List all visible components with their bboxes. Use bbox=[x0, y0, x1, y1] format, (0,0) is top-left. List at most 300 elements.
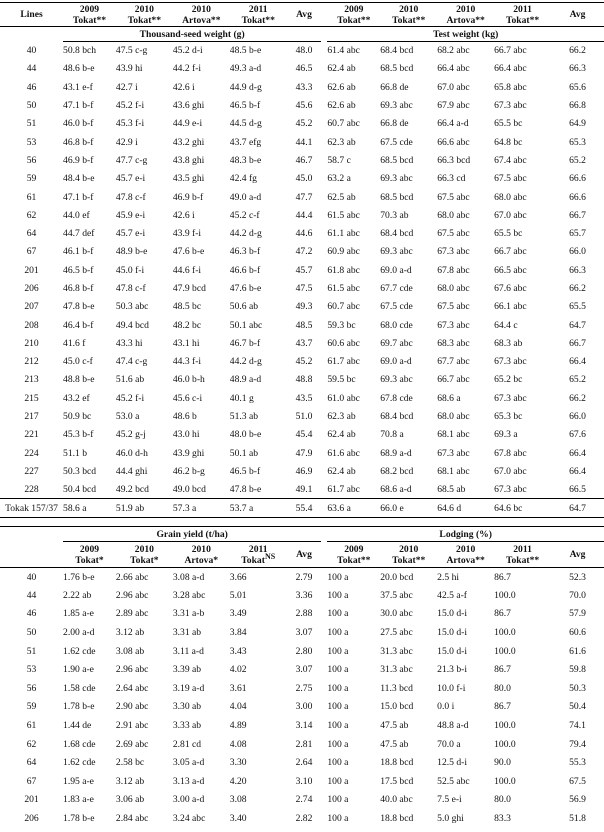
avg-cell: 3.36 bbox=[295, 589, 313, 601]
value-cell: 48.3 b-e bbox=[229, 154, 262, 166]
value-cell: 58.7 c bbox=[327, 154, 351, 166]
table-row bbox=[0, 735, 604, 754]
avg-cell: 64.9 bbox=[569, 118, 586, 130]
value-cell: 100.0 bbox=[494, 775, 516, 787]
thousand-seed-and-test-weight-table bbox=[0, 2, 604, 518]
avg-cell: 65.3 bbox=[569, 136, 586, 148]
table-row bbox=[0, 371, 604, 389]
value-cell: 100 a bbox=[327, 775, 349, 787]
value-cell: 1.44 de bbox=[63, 720, 92, 732]
value-cell: 45.2 c-f bbox=[229, 209, 260, 221]
avg-cell: 3.07 bbox=[295, 627, 313, 639]
table1-header-row bbox=[0, 3, 604, 27]
value-cell: 53.7 a bbox=[229, 502, 254, 514]
value-cell: 62.4 ab bbox=[327, 63, 356, 75]
avg-header: Avg bbox=[296, 9, 312, 20]
avg-cell: 50.4 bbox=[569, 701, 586, 713]
value-cell: 60.7 abc bbox=[327, 118, 360, 130]
value-cell: 42.9 i bbox=[115, 136, 138, 148]
value-cell: 4.08 bbox=[229, 738, 247, 750]
value-cell: 31.3 abc bbox=[380, 645, 413, 657]
avg-cell: 66.4 bbox=[569, 447, 586, 459]
section-title-thousand-seed: Thousand-seed weight (g) bbox=[63, 27, 321, 42]
value-cell: 61.7 abc bbox=[327, 356, 360, 368]
value-cell: 67.7 cde bbox=[380, 283, 413, 294]
line-cell: 62 bbox=[26, 209, 37, 221]
line-cell: 62 bbox=[26, 738, 37, 750]
line-cell: 50 bbox=[26, 627, 37, 639]
value-cell: 48.8 a-d bbox=[437, 720, 469, 732]
avg-cell: 48.0 bbox=[295, 45, 313, 57]
col-header: 2010 Tokat** bbox=[392, 3, 426, 26]
value-cell: 65.3 bc bbox=[494, 411, 523, 423]
table-row bbox=[0, 753, 604, 772]
value-cell: 45.2 f-i bbox=[115, 100, 145, 112]
value-cell: 37.5 abc bbox=[380, 589, 413, 601]
value-cell: 49.3 a-d bbox=[229, 63, 262, 75]
table-row bbox=[0, 316, 604, 334]
value-cell: 44.0 ef bbox=[63, 209, 90, 221]
section-title-test-weight: Test weight (kg) bbox=[327, 27, 604, 42]
value-cell: 48.6 b bbox=[172, 411, 197, 423]
table-row bbox=[0, 605, 604, 624]
line-cell: 210 bbox=[24, 337, 39, 349]
value-cell: 49.0 bcd bbox=[172, 484, 206, 496]
value-cell: 51.9 ab bbox=[115, 502, 145, 514]
value-cell: 43.2 ghi bbox=[172, 136, 205, 148]
value-cell: 68.0 abc bbox=[437, 209, 470, 221]
line-cell: 61 bbox=[26, 720, 37, 732]
value-cell: 1.62 cde bbox=[63, 645, 96, 657]
value-cell: 3.39 ab bbox=[172, 664, 202, 676]
value-cell: 62.3 ab bbox=[327, 136, 356, 148]
value-cell: 100 a bbox=[327, 682, 349, 694]
value-cell: 2.96 abc bbox=[115, 589, 149, 601]
col-header: 2010 Tokat** bbox=[127, 3, 161, 26]
value-cell: 67.5 abc bbox=[437, 191, 470, 203]
value-cell: 47.8 b-e bbox=[229, 484, 262, 496]
value-cell: 100 a bbox=[327, 571, 349, 583]
value-cell: 7.5 e-i bbox=[437, 794, 462, 806]
line-cell: Tokak 157/37 bbox=[5, 502, 58, 514]
table-row bbox=[0, 586, 604, 605]
value-cell: 3.19 a-d bbox=[172, 682, 205, 694]
value-cell: 1.76 b-e bbox=[63, 571, 95, 583]
value-cell: 70.8 a bbox=[380, 429, 404, 441]
avg-cell: 50.3 bbox=[569, 682, 586, 694]
section-row bbox=[0, 527, 604, 542]
value-cell: 46.8 b-f bbox=[63, 136, 94, 148]
avg-cell: 47.9 bbox=[295, 447, 313, 459]
value-cell: 44.2 f-i bbox=[172, 63, 202, 75]
value-cell: 67.6 abc bbox=[494, 283, 527, 294]
value-cell: 64.8 bc bbox=[494, 136, 523, 148]
value-cell: 67.3 abc bbox=[494, 392, 527, 404]
value-cell: 42.5 a-f bbox=[437, 589, 468, 601]
value-cell: 3.11 a-d bbox=[172, 645, 204, 657]
line-cell: 228 bbox=[24, 484, 39, 496]
avg-cell: 67.6 bbox=[569, 429, 586, 441]
value-cell: 66.3 bcd bbox=[437, 154, 471, 166]
value-cell: 31.3 abc bbox=[380, 664, 413, 676]
value-cell: 27.5 abc bbox=[380, 627, 413, 639]
value-cell: 63.6 a bbox=[327, 502, 351, 514]
section-title-lodging: Lodging (%) bbox=[327, 527, 604, 542]
table-row bbox=[0, 298, 604, 316]
value-cell: 2.81 cd bbox=[172, 738, 202, 750]
value-cell: 68.4 bcd bbox=[380, 45, 414, 57]
value-cell: 30.0 abc bbox=[380, 608, 413, 620]
value-cell: 47.7 c-g bbox=[115, 154, 148, 166]
value-cell: 3.31 a-b bbox=[172, 608, 205, 620]
value-cell: 83.3 bbox=[494, 813, 511, 825]
value-cell: 100 a bbox=[327, 720, 349, 732]
value-cell: 44.4 ghi bbox=[115, 465, 148, 477]
col-header: 2011 Tokat** bbox=[505, 3, 540, 26]
value-cell: 3.12 ab bbox=[115, 775, 145, 787]
avg-cell: 66.2 bbox=[569, 392, 586, 404]
line-cell: 46 bbox=[26, 608, 37, 620]
value-cell: 68.9 a-d bbox=[380, 447, 412, 459]
avg-cell: 2.88 bbox=[295, 608, 313, 620]
value-cell: 68.5 bcd bbox=[380, 63, 414, 75]
value-cell: 80.0 bbox=[494, 794, 511, 806]
value-cell: 67.8 abc bbox=[437, 264, 470, 276]
avg-cell: 65.2 bbox=[569, 374, 586, 386]
value-cell: 45.2 g-j bbox=[115, 429, 146, 441]
value-cell: 43.0 hi bbox=[172, 429, 200, 441]
value-cell: 1.83 a-e bbox=[63, 794, 94, 806]
table-row bbox=[0, 481, 604, 499]
avg-cell: 64.7 bbox=[569, 502, 586, 514]
table-row bbox=[0, 206, 604, 224]
line-cell: 64 bbox=[26, 757, 37, 769]
value-cell: 67.0 abc bbox=[494, 209, 527, 221]
value-cell: 5.01 bbox=[229, 589, 247, 601]
value-cell: 68.1 abc bbox=[437, 465, 470, 477]
avg-cell: 66.3 bbox=[569, 264, 586, 276]
value-cell: 46.7 b-f bbox=[229, 337, 261, 349]
value-cell: 40.1 g bbox=[229, 392, 254, 404]
line-cell: 59 bbox=[26, 701, 37, 713]
value-cell: 100 a bbox=[327, 608, 349, 620]
avg-cell: 2.75 bbox=[295, 682, 313, 694]
avg-cell: 43.3 bbox=[295, 81, 313, 93]
value-cell: 68.5 bcd bbox=[380, 154, 414, 166]
value-cell: 3.05 a-d bbox=[172, 757, 205, 769]
value-cell: 45.7 e-i bbox=[115, 228, 146, 240]
value-cell: 46.1 b-f bbox=[63, 246, 94, 258]
value-cell: 67.8 abc bbox=[494, 447, 527, 459]
value-cell: 44.2 d-g bbox=[229, 228, 262, 240]
value-cell: 45.2 d-i bbox=[172, 45, 203, 57]
value-cell: 49.4 bcd bbox=[115, 319, 149, 331]
line-cell: 51 bbox=[26, 118, 37, 130]
value-cell: 61.8 abc bbox=[327, 264, 360, 276]
value-cell: 41.6 f bbox=[63, 337, 86, 349]
grain-yield-and-lodging-table bbox=[0, 526, 604, 828]
line-cell: 40 bbox=[26, 45, 37, 57]
line-cell: 51 bbox=[26, 645, 37, 657]
line-cell: 53 bbox=[26, 664, 37, 676]
avg-cell: 3.07 bbox=[295, 664, 313, 676]
value-cell: 100 a bbox=[327, 757, 349, 769]
avg-cell: 66.5 bbox=[569, 484, 586, 496]
avg-cell: 46.9 bbox=[295, 465, 313, 477]
line-cell: 50 bbox=[26, 100, 37, 112]
value-cell: 67.3 abc bbox=[494, 100, 527, 112]
value-cell: 68.0 abc bbox=[494, 191, 527, 203]
col-header: 2009 Tokat** bbox=[337, 3, 371, 26]
line-cell: 227 bbox=[24, 465, 39, 477]
table-row bbox=[0, 115, 604, 133]
table-row bbox=[0, 499, 604, 517]
value-cell: 45.3 b-f bbox=[63, 429, 94, 441]
avg-cell: 66.6 bbox=[569, 173, 586, 185]
value-cell: 68.6 a-d bbox=[380, 484, 412, 496]
avg-cell: 2.64 bbox=[295, 757, 313, 769]
value-cell: 68.2 abc bbox=[437, 45, 470, 57]
line-cell: 201 bbox=[24, 794, 39, 806]
value-cell: 3.00 a-d bbox=[172, 794, 205, 806]
value-cell: 70.3 ab bbox=[380, 209, 409, 221]
value-cell: 3.08 bbox=[229, 794, 247, 806]
avg-cell: 51.8 bbox=[569, 813, 586, 825]
avg-cell: 66.4 bbox=[569, 465, 586, 477]
line-cell: 46 bbox=[26, 81, 37, 93]
value-cell: 68.5 ab bbox=[437, 484, 466, 496]
value-cell: 46.5 b-f bbox=[229, 465, 261, 477]
value-cell: 69.3 abc bbox=[380, 374, 413, 386]
value-cell: 62.6 ab bbox=[327, 81, 356, 93]
value-cell: 44.7 def bbox=[63, 228, 95, 240]
value-cell: 67.5 abc bbox=[437, 301, 470, 313]
value-cell: 45.2 f-i bbox=[115, 392, 145, 404]
avg-cell: 2.80 bbox=[295, 645, 313, 657]
value-cell: 45.3 f-i bbox=[115, 118, 145, 130]
value-cell: 100 a bbox=[327, 738, 349, 750]
value-cell: 2.58 bc bbox=[115, 757, 145, 769]
line-cell: 67 bbox=[26, 246, 37, 258]
value-cell: 2.00 a-d bbox=[63, 627, 95, 639]
table2-header-row bbox=[0, 542, 604, 568]
value-cell: 12.5 d-i bbox=[437, 757, 468, 769]
value-cell: 100 a bbox=[327, 664, 349, 676]
value-cell: 62.3 ab bbox=[327, 411, 356, 423]
value-cell: 43.1 hi bbox=[172, 337, 200, 349]
value-cell: 48.4 b-e bbox=[63, 173, 95, 185]
col-header: 2010 Tokat** bbox=[392, 543, 426, 566]
value-cell: 100 a bbox=[327, 794, 349, 806]
value-cell: 48.6 b-e bbox=[63, 63, 95, 75]
value-cell: 1.62 cde bbox=[63, 757, 96, 769]
value-cell: 57.3 a bbox=[172, 502, 197, 514]
avg-cell: 43.7 bbox=[295, 337, 313, 349]
value-cell: 67.5 abc bbox=[437, 228, 470, 240]
value-cell: 47.8 c-f bbox=[115, 191, 146, 203]
value-cell: 50.8 bch bbox=[63, 45, 97, 57]
avg-cell: 48.8 bbox=[295, 374, 313, 386]
avg-cell: 46.5 bbox=[295, 63, 313, 75]
table2-body bbox=[0, 568, 604, 828]
value-cell: 46.4 b-f bbox=[63, 319, 94, 331]
value-cell: 60.9 abc bbox=[327, 246, 360, 258]
value-cell: 3.13 a-d bbox=[172, 775, 205, 787]
avg-cell: 66.7 bbox=[569, 209, 586, 221]
value-cell: 43.2 ef bbox=[63, 392, 90, 404]
avg-cell: 65.6 bbox=[569, 81, 586, 93]
avg-cell: 65.2 bbox=[569, 154, 586, 166]
value-cell: 66.8 de bbox=[380, 81, 409, 93]
value-cell: 100.0 bbox=[494, 720, 516, 732]
value-cell: 46.9 b-f bbox=[172, 191, 204, 203]
value-cell: 68.3 ab bbox=[494, 337, 523, 349]
value-cell: 1.90 a-e bbox=[63, 664, 94, 676]
table-row bbox=[0, 389, 604, 407]
value-cell: 100.0 bbox=[494, 738, 516, 750]
value-cell: 59.5 bc bbox=[327, 374, 356, 386]
avg-cell: 55.4 bbox=[295, 502, 313, 514]
line-cell: 61 bbox=[26, 191, 37, 203]
value-cell: 60.6 abc bbox=[327, 337, 360, 349]
value-cell: 44.5 d-g bbox=[229, 118, 262, 130]
value-cell: 46.5 b-f bbox=[229, 100, 261, 112]
table-row bbox=[0, 679, 604, 698]
value-cell: 43.3 hi bbox=[115, 337, 143, 349]
col-header: 2011 Tokat** bbox=[505, 543, 540, 566]
value-cell: 67.5 abc bbox=[494, 173, 527, 185]
value-cell: 61.0 abc bbox=[327, 392, 360, 404]
table-row bbox=[0, 642, 604, 661]
avg-cell: 66.6 bbox=[569, 191, 586, 203]
value-cell: 3.30 bbox=[229, 757, 247, 769]
value-cell: 52.5 abc bbox=[437, 775, 470, 787]
value-cell: 1.85 a-e bbox=[63, 608, 94, 620]
table-row bbox=[0, 170, 604, 188]
value-cell: 65.8 abc bbox=[494, 81, 527, 93]
value-cell: 65.5 bc bbox=[494, 118, 523, 130]
value-cell: 67.3 abc bbox=[494, 484, 527, 496]
value-cell: 67.4 abc bbox=[494, 154, 527, 166]
value-cell: 68.0 abc bbox=[437, 283, 470, 294]
value-cell: 48.9 a-d bbox=[229, 374, 262, 386]
avg-cell: 56.9 bbox=[569, 794, 586, 806]
value-cell: 44.2 d-g bbox=[229, 356, 262, 368]
value-cell: 68.0 cde bbox=[380, 319, 413, 331]
value-cell: 43.7 efg bbox=[229, 136, 262, 148]
value-cell: 2.96 abc bbox=[115, 664, 149, 676]
line-cell: 44 bbox=[26, 589, 37, 601]
value-cell: 46.0 d-h bbox=[115, 447, 148, 459]
value-cell: 42.4 fg bbox=[229, 173, 257, 185]
table-row bbox=[0, 334, 604, 352]
avg-cell: 2.82 bbox=[295, 813, 313, 825]
avg-cell: 45.6 bbox=[295, 100, 313, 112]
avg-cell: 44.4 bbox=[295, 209, 313, 221]
avg-header: Avg bbox=[569, 549, 586, 560]
avg-cell: 66.2 bbox=[569, 45, 586, 57]
value-cell: 3.06 ab bbox=[115, 794, 145, 806]
avg-cell: 45.0 bbox=[295, 173, 313, 185]
table-row bbox=[0, 243, 604, 261]
value-cell: 43.9 ghi bbox=[172, 447, 205, 459]
col-header: 2011 Tokat$^{NS}$ bbox=[241, 543, 276, 566]
table-row bbox=[0, 353, 604, 371]
line-cell: 59 bbox=[26, 173, 37, 185]
value-cell: 69.3 a bbox=[494, 429, 518, 441]
value-cell: 62.4 ab bbox=[327, 429, 356, 441]
value-cell: 46.0 b-f bbox=[63, 118, 94, 130]
value-cell: 47.9 bcd bbox=[172, 283, 206, 294]
line-cell: 44 bbox=[26, 63, 37, 75]
avg-cell: 79.4 bbox=[569, 738, 586, 750]
value-cell: 3.12 ab bbox=[115, 627, 145, 639]
value-cell: 100 a bbox=[327, 701, 349, 713]
line-cell: 217 bbox=[24, 411, 39, 423]
value-cell: 66.6 abc bbox=[437, 136, 470, 148]
value-cell: 68.6 a bbox=[437, 392, 461, 404]
value-cell: 68.2 bcd bbox=[380, 465, 414, 477]
value-cell: 100 a bbox=[327, 813, 349, 825]
value-cell: 62.5 ab bbox=[327, 191, 356, 203]
avg-cell: 2.79 bbox=[295, 571, 313, 583]
value-cell: 47.5 ab bbox=[380, 720, 409, 732]
value-cell: 59.3 bc bbox=[327, 319, 356, 331]
value-cell: 61.4 abc bbox=[327, 45, 360, 57]
value-cell: 62.4 ab bbox=[327, 465, 356, 477]
col-header: 2009 Tokat** bbox=[337, 543, 371, 566]
value-cell: 15.0 d-i bbox=[437, 608, 468, 620]
value-cell: 50.1 ab bbox=[229, 447, 259, 459]
value-cell: 2.5 hi bbox=[437, 571, 460, 583]
value-cell: 15.0 d-i bbox=[437, 627, 468, 639]
col-header: 2011 Tokat** bbox=[241, 3, 275, 26]
avg-cell: 3.10 bbox=[295, 775, 313, 787]
line-cell: 53 bbox=[26, 136, 37, 148]
value-cell: 42.7 i bbox=[115, 81, 138, 93]
value-cell: 2.90 abc bbox=[115, 701, 149, 713]
table-row bbox=[0, 623, 604, 642]
avg-header: Avg bbox=[569, 9, 586, 20]
value-cell: 2.22 ab bbox=[63, 589, 92, 601]
section-title-grain-yield: Grain yield (t/ha) bbox=[63, 527, 321, 542]
value-cell: 66.8 de bbox=[380, 118, 409, 130]
avg-cell: 51.0 bbox=[295, 411, 313, 423]
value-cell: 48.9 b-e bbox=[115, 246, 148, 258]
value-cell: 47.8 b-e bbox=[63, 301, 95, 313]
value-cell: 1.58 cde bbox=[63, 682, 96, 694]
value-cell: 50.9 bc bbox=[63, 411, 92, 423]
table-row bbox=[0, 660, 604, 679]
line-cell: 221 bbox=[24, 429, 39, 441]
value-cell: 1.78 b-e bbox=[63, 813, 95, 825]
value-cell: 66.7 abc bbox=[494, 45, 527, 57]
value-cell: 11.3 bcd bbox=[380, 682, 413, 694]
value-cell: 67.3 abc bbox=[437, 447, 470, 459]
value-cell: 3.30 ab bbox=[172, 701, 202, 713]
value-cell: 66.5 abc bbox=[494, 264, 527, 276]
avg-cell: 74.1 bbox=[569, 720, 586, 732]
col-header: 2010 Artova* bbox=[184, 543, 219, 566]
value-cell: 53.0 a bbox=[115, 411, 140, 423]
value-cell: 67.5 cde bbox=[380, 301, 413, 313]
value-cell: 70.0 a bbox=[437, 738, 461, 750]
avg-cell: 52.3 bbox=[569, 571, 586, 583]
value-cell: 49.2 bcd bbox=[115, 484, 149, 496]
avg-cell: 70.0 bbox=[569, 589, 586, 601]
value-cell: 100.0 bbox=[494, 645, 516, 657]
table-row bbox=[0, 791, 604, 810]
